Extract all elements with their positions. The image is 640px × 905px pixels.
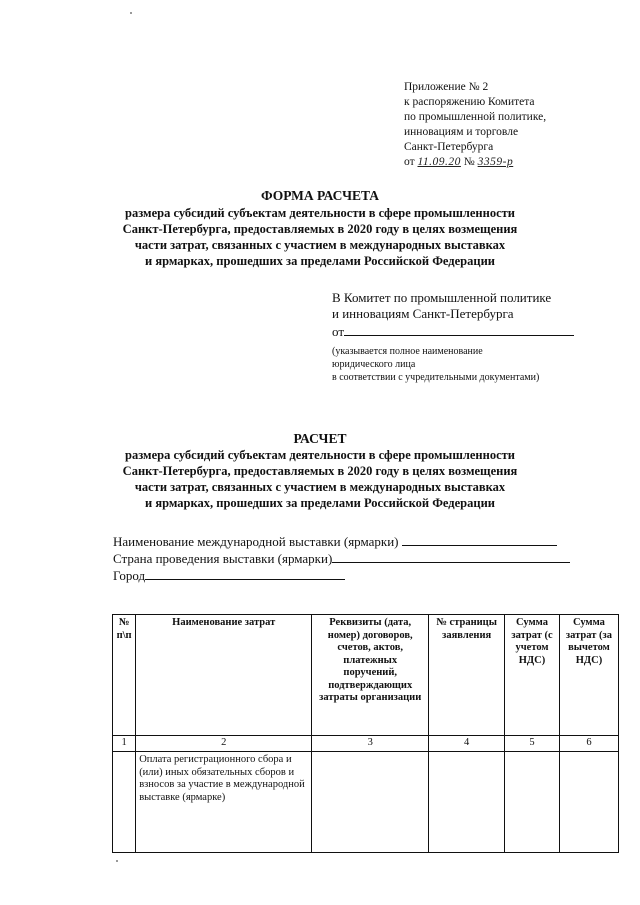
column-number: 3 (312, 736, 429, 752)
addressee-from-line (332, 322, 612, 340)
header-page-number: № страницы заявления (429, 615, 505, 736)
exhibition-name-row (113, 533, 613, 550)
cell-index[interactable] (113, 752, 136, 853)
city-label: Город (113, 568, 146, 583)
country-blank[interactable] (332, 550, 570, 563)
appendix-line: инновациям и торговле (404, 126, 519, 138)
calc-title: РАСЧЕТ (293, 431, 347, 446)
form-subtitle-line: Санкт-Петербурга, предоставляемых в 2020 году в целях возмещения (122, 222, 518, 236)
calc-subtitle-line: Санкт-Петербурга, предоставляемых в 2020 году в целях возмещения (122, 464, 518, 478)
addressee-line: и инновациям Санкт-Петербурга (332, 306, 514, 321)
cell-requisites[interactable] (312, 752, 429, 853)
note-line: юридического лица (332, 359, 416, 370)
addressee-line: В Комитет по промышленной политике (332, 290, 552, 305)
exhibition-fields (113, 533, 613, 584)
addressee-block (332, 290, 612, 340)
form-subtitle (60, 205, 580, 269)
from-label: от (404, 156, 415, 168)
costs-table (112, 614, 619, 853)
appendix-stamp (404, 80, 604, 170)
handwritten-date: 11.09.20 (417, 156, 461, 168)
column-number: 4 (429, 736, 505, 752)
column-number: 5 (505, 736, 560, 752)
addressee-from-label: от (332, 324, 345, 339)
calc-subtitle-line: части затрат, связанных с участием в международных выставках (134, 480, 506, 494)
city-blank[interactable] (145, 567, 345, 580)
cell-cost-name: Оплата регистрационного сбора и (или) иных обязательных сборов и взносов за участие в международной выставке (ярмарке) (136, 752, 312, 853)
cell-sum-with-vat[interactable] (505, 752, 560, 853)
number-label: № (463, 156, 475, 168)
appendix-line: Санкт-Петербурга (404, 141, 494, 153)
note-line: в соответствии с учредительными документами) (332, 372, 540, 383)
form-title: ФОРМА РАСЧЕТА (260, 188, 380, 203)
note-line: (указывается полное наименование (332, 346, 483, 357)
column-number: 1 (113, 736, 136, 752)
form-subtitle-line: размера субсидий субъектам деятельности в сфере промышленности (125, 206, 515, 220)
addressee-note (332, 345, 622, 384)
handwritten-number: 3359-р (477, 156, 514, 168)
form-subtitle-line: и ярмарках, прошедших за пределами Российской Федерации (145, 254, 495, 268)
column-number: 6 (559, 736, 618, 752)
scan-speck (130, 12, 132, 14)
column-number: 2 (136, 736, 312, 752)
appendix-line: к распоряжению Комитета (404, 96, 535, 108)
appendix-date-line (404, 155, 604, 170)
exhibition-name-label: Наименование международной выставки (ярмарки) (113, 534, 399, 549)
appendix-line: по промышленной политике, (404, 111, 547, 123)
table-header-row (113, 615, 619, 736)
header-sum-without-vat: Сумма затрат (за вычетом НДС) (559, 615, 618, 736)
exhibition-name-blank[interactable] (402, 533, 557, 546)
header-cost-name: Наименование затрат (136, 615, 312, 736)
column-number-row (113, 736, 619, 752)
appendix-line: Приложение № 2 (404, 81, 489, 93)
header-index: № п\п (113, 615, 136, 736)
form-subtitle-line: части затрат, связанных с участием в международных выставках (134, 238, 506, 252)
country-row (113, 550, 613, 567)
city-row (113, 567, 613, 584)
table-row (113, 752, 619, 853)
header-sum-with-vat: Сумма затрат (с учетом НДС) (505, 615, 560, 736)
scan-speck (116, 860, 118, 862)
cell-sum-without-vat[interactable] (559, 752, 618, 853)
calc-subtitle (60, 447, 580, 511)
calc-subtitle-line: размера субсидий субъектам деятельности в сфере промышленности (125, 448, 515, 462)
cell-page-number[interactable] (429, 752, 505, 853)
applicant-name-blank[interactable] (344, 322, 574, 336)
country-label: Страна проведения выставки (ярмарки) (113, 551, 333, 566)
calc-subtitle-line: и ярмарках, прошедших за пределами Российской Федерации (145, 496, 495, 510)
header-requisites: Реквизиты (дата, номер) договоров, счетов, актов, платежных поручений, подтверждающих затраты организации (312, 615, 429, 736)
